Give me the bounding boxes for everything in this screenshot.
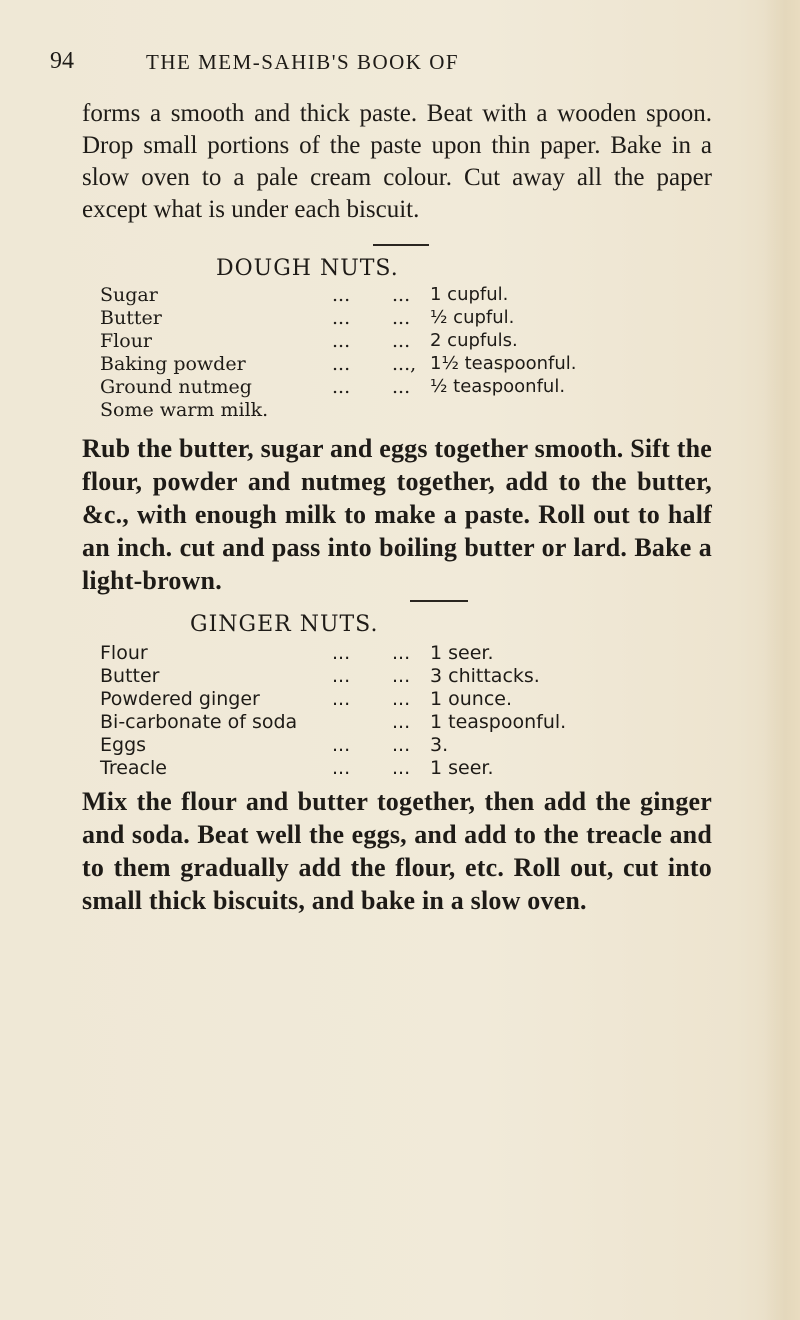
leader-dots: ... <box>392 665 411 687</box>
leader-dots: ... <box>392 711 411 733</box>
ingredient-row <box>100 307 720 331</box>
ingredient-quantity: 3 chittacks. <box>430 665 540 687</box>
leader-dots: ... <box>392 757 411 779</box>
ingredient-quantity: 3. <box>430 734 449 756</box>
leader-dots: ... <box>332 688 351 710</box>
intro-paragraph: forms a smooth and thick paste. Beat with a wooden spoon. Drop small portions of the paste upon thin paper. Bake in a slow oven to a pale cream colour. Cut away all the paper except what is under each biscuit. <box>82 100 712 223</box>
ingredient-row <box>100 353 720 377</box>
ingredient-row <box>100 399 720 423</box>
section-rule <box>410 600 468 602</box>
method-ginger-nuts: Mix the flour and butter together, then add the ginger and soda. Beat well the eggs, and add to the treacle and to them gradually add the flour, etc. Roll out, cut into small thick biscuits, and bake in a slow oven. <box>82 787 712 915</box>
ingredient-row <box>100 330 720 354</box>
ingredient-name: Flour <box>100 330 153 352</box>
leader-dots: ... <box>392 734 411 756</box>
leader-dots: ... <box>332 353 351 375</box>
ingredient-name: Powdered ginger <box>100 688 260 710</box>
leader-dots: ... <box>392 307 411 329</box>
leader-dots: ... <box>332 376 351 398</box>
recipe-title-ginger-nuts: GINGER NUTS. <box>190 612 379 637</box>
ingredient-name: Butter <box>100 665 160 687</box>
leader-dots: ..., <box>392 353 417 375</box>
ingredient-quantity: 1 seer. <box>430 757 494 779</box>
leader-dots: ... <box>332 330 351 352</box>
ingredient-row <box>100 665 720 689</box>
ingredient-row <box>100 734 720 758</box>
ingredient-quantity: 1½ teaspoonful. <box>430 353 577 374</box>
ingredient-name: Treacle <box>100 757 167 779</box>
running-head <box>50 48 710 82</box>
ingredient-name: Flour <box>100 642 148 664</box>
leader-dots: ... <box>332 757 351 779</box>
ingredient-name: Butter <box>100 307 162 329</box>
page-edge-shadow <box>764 0 800 1320</box>
running-title: THE MEM-SAHIB'S BOOK OF <box>146 50 460 74</box>
ingredient-name: Sugar <box>100 284 158 306</box>
leader-dots: ... <box>332 642 351 664</box>
leader-dots: ... <box>392 376 411 398</box>
ingredient-name: Baking powder <box>100 353 246 375</box>
ingredient-row <box>100 284 720 308</box>
leader-dots: ... <box>332 284 351 306</box>
leader-dots: ... <box>392 284 411 306</box>
ingredient-quantity: ½ cupful. <box>430 307 515 328</box>
ingredient-quantity: 1 ounce. <box>430 688 513 710</box>
ingredient-quantity: 1 cupful. <box>430 284 509 305</box>
leader-dots: ... <box>332 307 351 329</box>
page-number: 94 <box>50 48 74 74</box>
leader-dots: ... <box>392 688 411 710</box>
ingredient-quantity: 2 cupfuls. <box>430 330 518 351</box>
ingredient-quantity: 1 seer. <box>430 642 494 664</box>
recipe-title-dough-nuts: DOUGH NUTS. <box>216 256 399 281</box>
ingredient-row <box>100 711 720 735</box>
section-rule <box>373 244 429 246</box>
leader-dots: ... <box>332 734 351 756</box>
method-dough-nuts: Rub the butter, sugar and eggs together smooth. Sift the flour, powder and nutmeg together, add to the butter, &c., with enough milk to make a paste. Roll out to half an inch. cut and pass into boiling butter or lard. Bake a light-brown. <box>82 434 712 595</box>
ingredient-row <box>100 757 720 781</box>
ingredient-quantity: 1 teaspoonful. <box>430 711 567 733</box>
ingredient-quantity: ½ teaspoonful. <box>430 376 566 397</box>
ingredient-row <box>100 376 720 400</box>
ingredient-row <box>100 688 720 712</box>
ingredient-name: Bi-carbonate of soda <box>100 711 298 733</box>
leader-dots: ... <box>332 665 351 687</box>
ingredient-row <box>100 642 720 666</box>
ingredient-name: Some warm milk. <box>100 399 269 421</box>
leader-dots: ... <box>392 330 411 352</box>
ingredient-name: Ground nutmeg <box>100 376 252 398</box>
leader-dots: ... <box>392 642 411 664</box>
ingredient-name: Eggs <box>100 734 147 756</box>
